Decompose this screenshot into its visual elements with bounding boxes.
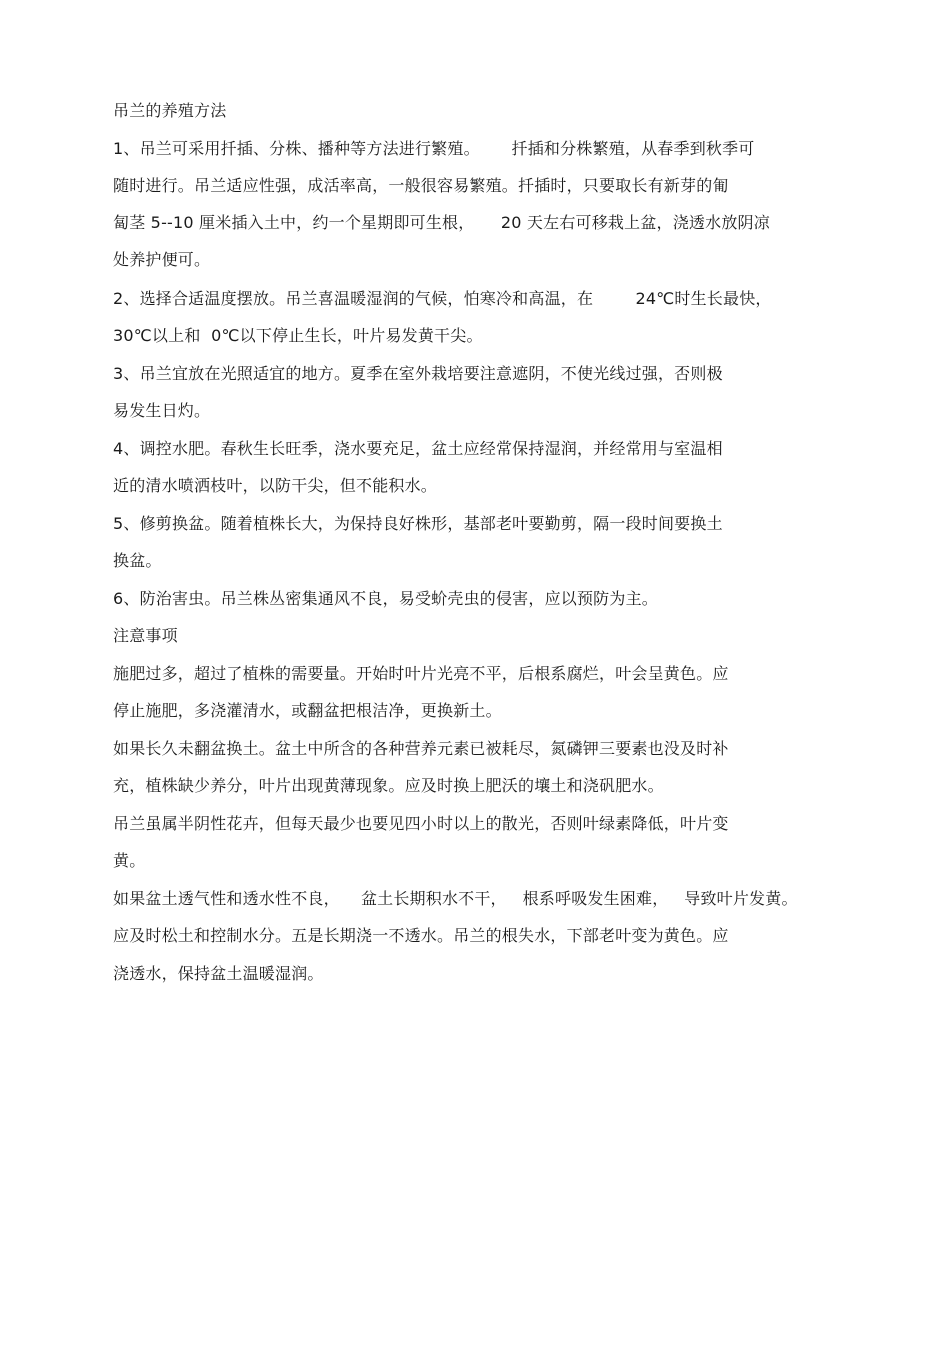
text-line: 施肥过多，超过了植株的需要量。开始时叶片光亮不平，后根系腐烂，叶会呈黄色。应 xyxy=(113,664,729,683)
text-line: 6、防治害虫。吊兰株丛密集通风不良，易受蚧壳虫的侵害，应以预防为主。 xyxy=(113,589,658,608)
text-line: 近的清水喷洒枝叶，以防干尖，但不能积水。 xyxy=(113,476,438,495)
text-line: 吊兰虽属半阴性花卉，但每天最少也要见四小时以上的散光，否则叶绿素降低，叶片变 xyxy=(113,814,729,833)
text-line: 换盆。 xyxy=(113,551,162,570)
text-line: 易发生日灼。 xyxy=(113,401,211,420)
text-line: 30℃以上和 0℃以下停止生长，叶片易发黄干尖。 xyxy=(113,326,483,345)
document-title: 吊兰的养殖方法 xyxy=(113,101,227,120)
text-line: 5、修剪换盆。随着植株长大，为保持良好株形，基部老叶要勤剪，隔一段时间要换土 xyxy=(113,514,723,533)
text-line: 1、吊兰可采用扦插、分株、播种等方法进行繁殖。 扦插和分株繁殖，从春季到秋季可 xyxy=(113,139,755,158)
text-line: 停止施肥，多浇灌清水，或翻盆把根洁净，更换新土。 xyxy=(113,701,502,720)
section-heading: 注意事项 xyxy=(113,626,178,645)
text-line: 浇透水，保持盆土温暖湿润。 xyxy=(113,964,324,983)
text-line: 2、选择合适温度摆放。吊兰喜温暖湿润的气候，怕寒冷和高温，在 24℃时生长最快， xyxy=(113,289,772,308)
text-line: 4、调控水肥。春秋生长旺季，浇水要充足，盆土应经常保持湿润，并经常用与室温相 xyxy=(113,439,723,458)
text-line: 匐茎 5--10 厘米插入土中，约一个星期即可生根， 20 天左右可移栽上盆，浇透水放阴凉 xyxy=(113,213,770,232)
text-line: 黄。 xyxy=(113,851,146,870)
text-line: 充，植株缺少养分，叶片出现黄薄现象。应及时换上肥沃的壤土和浇矾肥水。 xyxy=(113,776,664,795)
text-line: 3、吊兰宜放在光照适宜的地方。夏季在室外栽培要注意遮阴，不使光线过强，否则极 xyxy=(113,364,723,383)
text-line: 应及时松土和控制水分。五是长期浇一不透水。吊兰的根失水，下部老叶变为黄色。应 xyxy=(113,926,729,945)
text-line: 如果长久未翻盆换土。盆土中所含的各种营养元素已被耗尽，氮磷钾三要素也没及时补 xyxy=(113,739,729,758)
text-line: 处养护便可。 xyxy=(113,250,211,269)
text-line: 随时进行。吊兰适应性强，成活率高，一般很容易繁殖。扦插时，只要取长有新芽的匍 xyxy=(113,176,729,195)
text-line: 如果盆土透气性和透水性不良， 盆土长期积水不干， 根系呼吸发生困难， 导致叶片发黄。 xyxy=(113,889,798,908)
